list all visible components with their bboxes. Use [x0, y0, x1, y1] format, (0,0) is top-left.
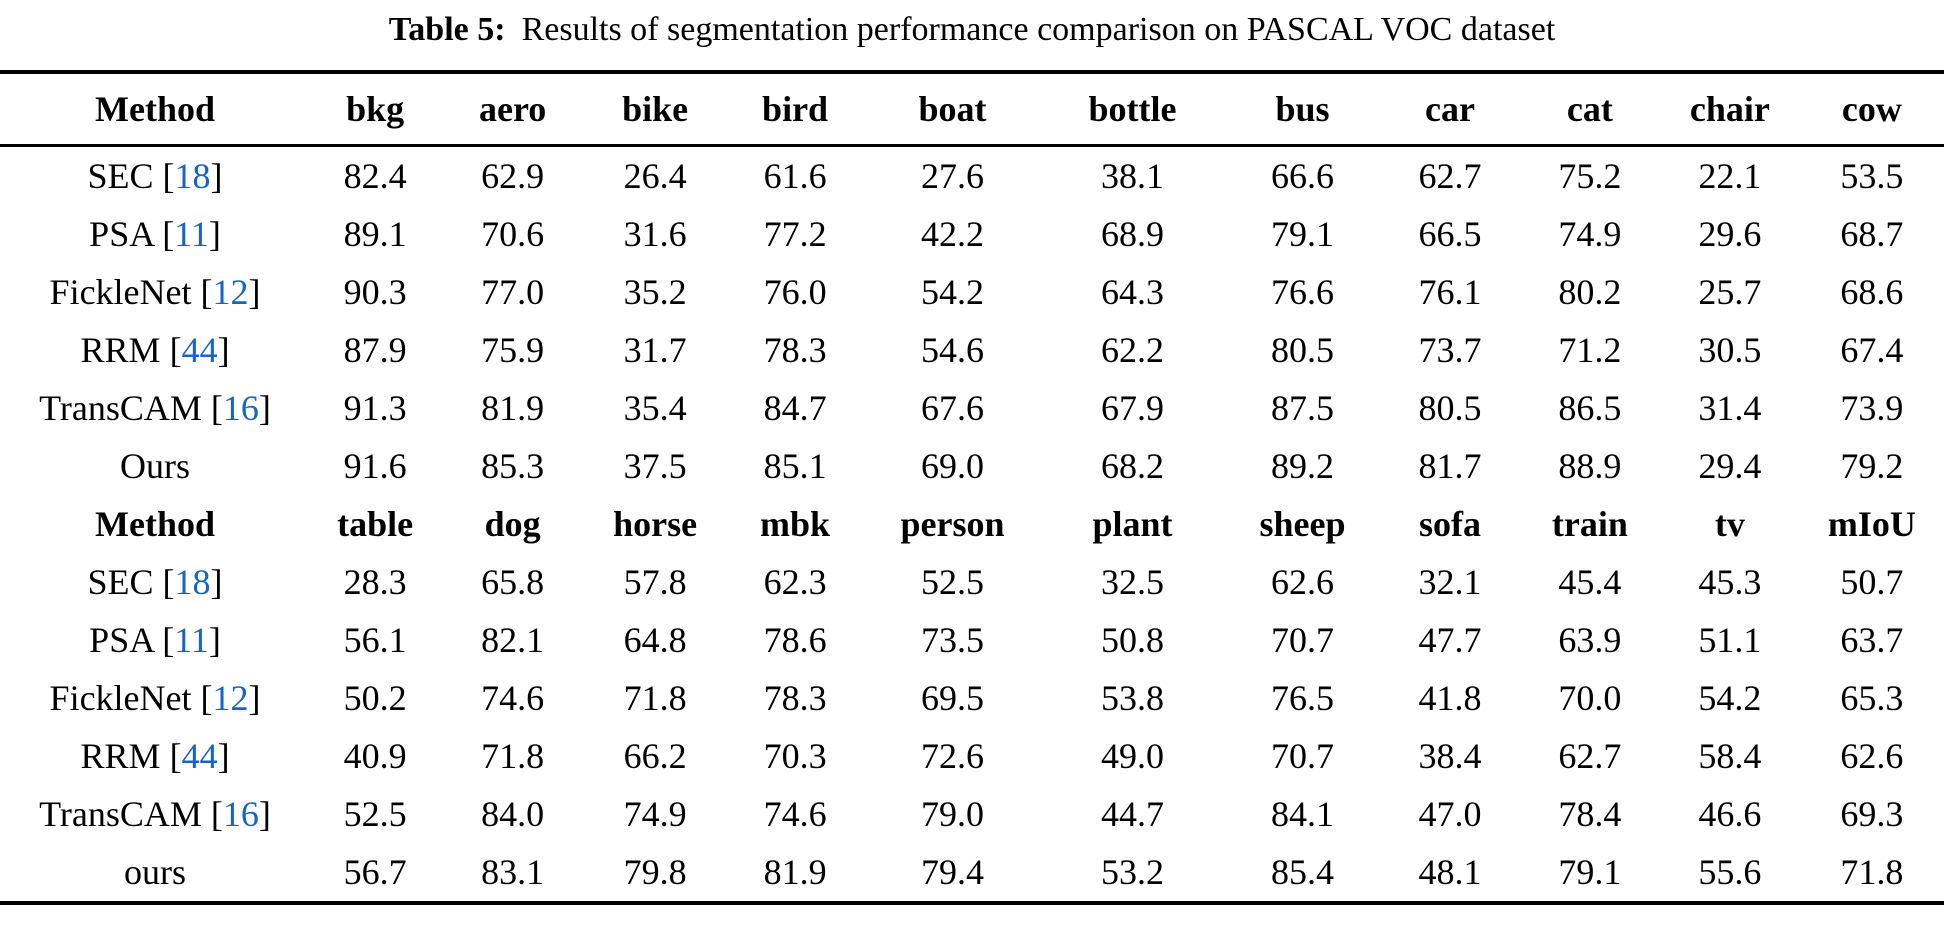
value-cell: 81.7 — [1418, 446, 1482, 486]
value-cell: 63.7 — [1840, 620, 1904, 660]
value-cell: 67.9 — [1101, 388, 1165, 428]
table-row-psa-s2 — [0, 611, 1944, 669]
value-cell: 49.0 — [1101, 736, 1165, 776]
column-header-person: person — [900, 504, 1005, 544]
value-cell: 78.4 — [1558, 794, 1622, 834]
value-cell: 50.2 — [343, 678, 407, 718]
method-cell: RRM [44] — [80, 736, 230, 776]
value-cell: 51.1 — [1698, 620, 1762, 660]
method-cell: PSA [11] — [89, 620, 221, 660]
value-cell: 64.8 — [623, 620, 687, 660]
value-cell: 62.6 — [1271, 562, 1335, 602]
value-cell: 57.8 — [623, 562, 687, 602]
citation-link[interactable]: 18 — [174, 156, 211, 196]
value-cell: 41.8 — [1418, 678, 1482, 718]
value-cell: 76.5 — [1271, 678, 1335, 718]
value-cell: 56.1 — [343, 620, 407, 660]
value-cell: 53.2 — [1101, 852, 1165, 892]
header-row-1 — [0, 72, 1944, 146]
value-cell: 64.3 — [1101, 272, 1165, 312]
value-cell: 79.1 — [1271, 214, 1335, 254]
value-cell: 31.4 — [1698, 388, 1762, 428]
value-cell: 71.8 — [481, 736, 545, 776]
value-cell: 61.6 — [763, 156, 827, 196]
value-cell: 65.8 — [481, 562, 545, 602]
column-header-method: Method — [0, 72, 310, 146]
value-cell: 25.7 — [1698, 272, 1762, 312]
value-cell: 73.9 — [1840, 388, 1904, 428]
value-cell: 73.5 — [921, 620, 985, 660]
value-cell: 45.3 — [1698, 562, 1762, 602]
column-header-chair: chair — [1660, 72, 1800, 146]
column-header-plant: plant — [1092, 504, 1173, 544]
value-cell: 47.7 — [1418, 620, 1482, 660]
value-cell: 27.6 — [921, 156, 985, 196]
method-cell: FickleNet [12] — [49, 272, 261, 312]
citation-link[interactable]: 16 — [222, 794, 259, 834]
value-cell: 48.1 — [1418, 852, 1482, 892]
value-cell: 82.4 — [343, 156, 407, 196]
value-cell: 45.4 — [1558, 562, 1622, 602]
segmentation-results-table — [0, 70, 1944, 905]
value-cell: 76.1 — [1418, 272, 1482, 312]
column-header-miou: mIoU — [1827, 504, 1916, 544]
table-row-psa-s1 — [0, 205, 1944, 263]
value-cell: 62.9 — [481, 156, 545, 196]
value-cell: 71.2 — [1558, 330, 1622, 370]
value-cell: 91.3 — [343, 388, 407, 428]
citation-link[interactable]: 16 — [222, 388, 259, 428]
table-row-ours-s1 — [0, 437, 1944, 495]
value-cell: 79.2 — [1840, 446, 1904, 486]
table-caption — [0, 8, 1944, 52]
value-cell: 78.3 — [763, 678, 827, 718]
value-cell: 77.2 — [763, 214, 827, 254]
column-header-tv: tv — [1714, 504, 1745, 544]
value-cell: 52.5 — [343, 794, 407, 834]
column-header-aero: aero — [440, 72, 585, 146]
column-header-bkg: bkg — [310, 72, 440, 146]
value-cell: 74.6 — [481, 678, 545, 718]
value-cell: 75.9 — [481, 330, 545, 370]
value-cell: 53.8 — [1101, 678, 1165, 718]
method-cell: Ours — [120, 446, 191, 486]
table-caption-label: Table 5: — [388, 11, 506, 48]
value-cell: 80.5 — [1271, 330, 1335, 370]
method-cell: SEC [18] — [87, 156, 223, 196]
value-cell: 91.6 — [343, 446, 407, 486]
value-cell: 46.6 — [1698, 794, 1762, 834]
value-cell: 54.2 — [921, 272, 985, 312]
column-header-bird: bird — [725, 72, 865, 146]
value-cell: 69.5 — [921, 678, 985, 718]
table-row-rrm-s2 — [0, 727, 1944, 785]
value-cell: 44.7 — [1101, 794, 1165, 834]
value-cell: 62.7 — [1558, 736, 1622, 776]
column-header-bus: bus — [1225, 72, 1380, 146]
value-cell: 38.1 — [1101, 156, 1165, 196]
value-cell: 82.1 — [481, 620, 545, 660]
table-caption-text: Results of segmentation performance comparison on PASCAL VOC dataset — [521, 11, 1556, 48]
value-cell: 75.2 — [1558, 156, 1622, 196]
value-cell: 70.7 — [1271, 620, 1335, 660]
citation-link[interactable]: 12 — [212, 272, 249, 312]
column-header-sheep: sheep — [1259, 504, 1346, 544]
citation-link[interactable]: 44 — [181, 736, 218, 776]
value-cell: 81.9 — [763, 852, 827, 892]
header-row-2 — [0, 495, 1944, 553]
value-cell: 55.6 — [1698, 852, 1762, 892]
value-cell: 70.0 — [1558, 678, 1622, 718]
value-cell: 29.4 — [1698, 446, 1762, 486]
value-cell: 35.4 — [623, 388, 687, 428]
column-header-horse: horse — [613, 504, 698, 544]
table-row-sec-s2 — [0, 553, 1944, 611]
value-cell: 76.6 — [1271, 272, 1335, 312]
value-cell: 70.7 — [1271, 736, 1335, 776]
value-cell: 88.9 — [1558, 446, 1622, 486]
value-cell: 68.9 — [1101, 214, 1165, 254]
value-cell: 22.1 — [1698, 156, 1762, 196]
table-row-rrm-s1 — [0, 321, 1944, 379]
value-cell: 74.6 — [763, 794, 827, 834]
value-cell: 66.2 — [623, 736, 687, 776]
value-cell: 26.4 — [623, 156, 687, 196]
column-header-method: Method — [95, 504, 216, 544]
value-cell: 89.2 — [1271, 446, 1335, 486]
value-cell: 73.7 — [1418, 330, 1482, 370]
column-header-mbk: mbk — [760, 504, 831, 544]
value-cell: 81.9 — [481, 388, 545, 428]
value-cell: 47.0 — [1418, 794, 1482, 834]
value-cell: 62.3 — [763, 562, 827, 602]
value-cell: 70.6 — [481, 214, 545, 254]
table-row-ficklenet-s2 — [0, 669, 1944, 727]
value-cell: 29.6 — [1698, 214, 1762, 254]
value-cell: 84.0 — [481, 794, 545, 834]
paper-table-figure — [0, 8, 1944, 905]
value-cell: 65.3 — [1840, 678, 1904, 718]
value-cell: 40.9 — [343, 736, 407, 776]
value-cell: 90.3 — [343, 272, 407, 312]
value-cell: 74.9 — [623, 794, 687, 834]
value-cell: 28.3 — [343, 562, 407, 602]
citation-link[interactable]: 44 — [181, 330, 218, 370]
value-cell: 71.8 — [623, 678, 687, 718]
column-header-car: car — [1380, 72, 1520, 146]
value-cell: 62.6 — [1840, 736, 1904, 776]
value-cell: 56.7 — [343, 852, 407, 892]
value-cell: 79.4 — [921, 852, 985, 892]
value-cell: 83.1 — [481, 852, 545, 892]
value-cell: 52.5 — [921, 562, 985, 602]
value-cell: 72.6 — [921, 736, 985, 776]
value-cell: 87.9 — [343, 330, 407, 370]
value-cell: 71.8 — [1840, 852, 1904, 892]
value-cell: 85.3 — [481, 446, 545, 486]
method-cell: SEC [18] — [87, 562, 223, 602]
method-cell: PSA [11] — [89, 214, 221, 254]
value-cell: 67.6 — [921, 388, 985, 428]
value-cell: 38.4 — [1418, 736, 1482, 776]
value-cell: 77.0 — [481, 272, 545, 312]
value-cell: 70.3 — [763, 736, 827, 776]
method-cell: TransCAM [16] — [39, 388, 271, 428]
value-cell: 32.5 — [1101, 562, 1165, 602]
value-cell: 62.7 — [1418, 156, 1482, 196]
value-cell: 68.7 — [1840, 214, 1904, 254]
value-cell: 79.8 — [623, 852, 687, 892]
value-cell: 84.7 — [763, 388, 827, 428]
citation-link[interactable]: 11 — [174, 214, 209, 254]
table-row-ours-s2 — [0, 843, 1944, 903]
value-cell: 89.1 — [343, 214, 407, 254]
column-header-table: table — [337, 504, 414, 544]
value-cell: 68.6 — [1840, 272, 1904, 312]
column-header-sofa: sofa — [1418, 504, 1481, 544]
method-cell: ours — [124, 852, 187, 892]
method-cell: TransCAM [16] — [39, 794, 271, 834]
table-row-transcam-s2 — [0, 785, 1944, 843]
value-cell: 63.9 — [1558, 620, 1622, 660]
value-cell: 53.5 — [1840, 156, 1904, 196]
value-cell: 42.2 — [921, 214, 985, 254]
value-cell: 66.5 — [1418, 214, 1482, 254]
value-cell: 32.1 — [1418, 562, 1482, 602]
value-cell: 74.9 — [1558, 214, 1622, 254]
value-cell: 80.5 — [1418, 388, 1482, 428]
method-cell: RRM [44] — [80, 330, 230, 370]
value-cell: 79.0 — [921, 794, 985, 834]
value-cell: 85.1 — [763, 446, 827, 486]
value-cell: 78.3 — [763, 330, 827, 370]
value-cell: 78.6 — [763, 620, 827, 660]
value-cell: 84.1 — [1271, 794, 1335, 834]
value-cell: 66.6 — [1271, 156, 1335, 196]
citation-link[interactable]: 18 — [174, 562, 211, 602]
value-cell: 69.0 — [921, 446, 985, 486]
citation-link[interactable]: 11 — [174, 620, 209, 660]
column-header-bottle: bottle — [1040, 72, 1225, 146]
value-cell: 62.2 — [1101, 330, 1165, 370]
table-row-transcam-s1 — [0, 379, 1944, 437]
value-cell: 86.5 — [1558, 388, 1622, 428]
column-header-boat: boat — [865, 72, 1040, 146]
column-header-bike: bike — [585, 72, 725, 146]
value-cell: 50.8 — [1101, 620, 1165, 660]
value-cell: 54.6 — [921, 330, 985, 370]
column-header-cat: cat — [1520, 72, 1660, 146]
method-cell: FickleNet [12] — [49, 678, 261, 718]
table-row-ficklenet-s1 — [0, 263, 1944, 321]
value-cell: 67.4 — [1840, 330, 1904, 370]
value-cell: 31.7 — [623, 330, 687, 370]
value-cell: 87.5 — [1271, 388, 1335, 428]
value-cell: 37.5 — [623, 446, 687, 486]
table-row-sec-s1 — [0, 146, 1944, 206]
value-cell: 79.1 — [1558, 852, 1622, 892]
value-cell: 68.2 — [1101, 446, 1165, 486]
column-header-dog: dog — [484, 504, 541, 544]
value-cell: 35.2 — [623, 272, 687, 312]
value-cell: 50.7 — [1840, 562, 1904, 602]
value-cell: 76.0 — [763, 272, 827, 312]
column-header-train: train — [1551, 504, 1628, 544]
value-cell: 58.4 — [1698, 736, 1762, 776]
value-cell: 69.3 — [1840, 794, 1904, 834]
value-cell: 54.2 — [1698, 678, 1762, 718]
column-header-cow: cow — [1800, 72, 1944, 146]
value-cell: 80.2 — [1558, 272, 1622, 312]
value-cell: 31.6 — [623, 214, 687, 254]
value-cell: 85.4 — [1271, 852, 1335, 892]
value-cell: 30.5 — [1698, 330, 1762, 370]
citation-link[interactable]: 12 — [212, 678, 249, 718]
